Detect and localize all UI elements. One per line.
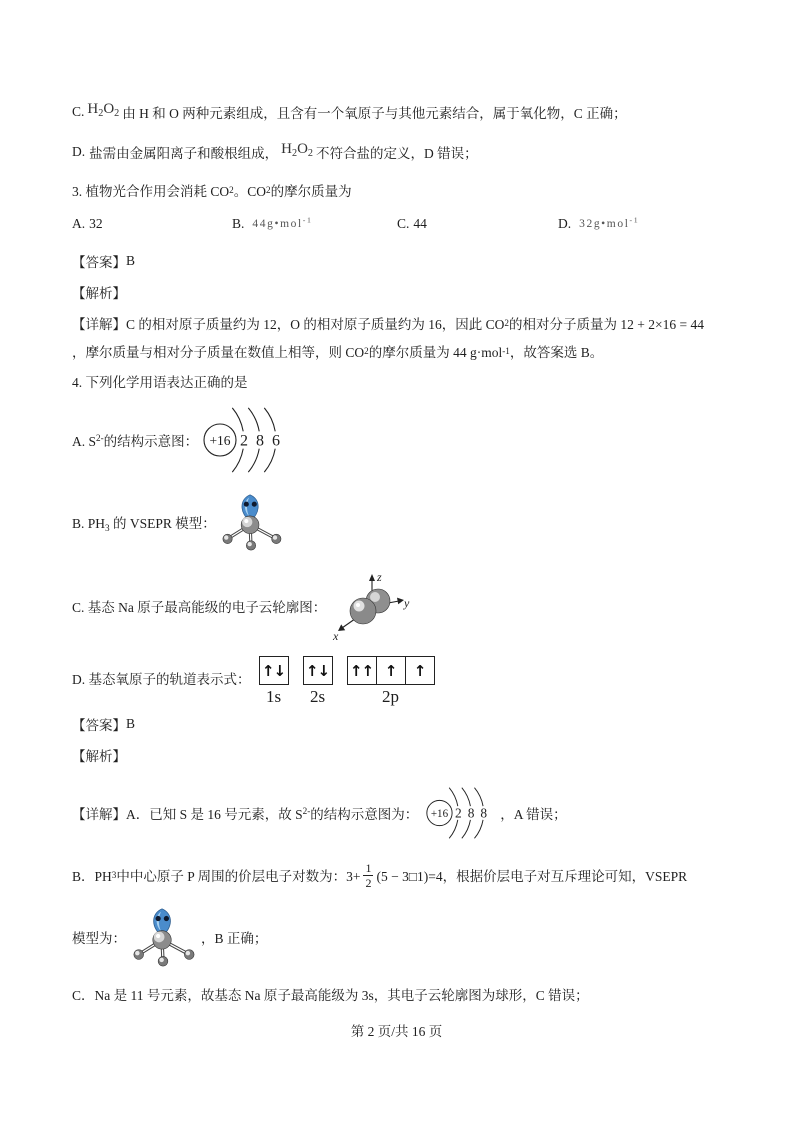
q2-option-c-line (72, 102, 627, 122)
shell-arc (248, 449, 259, 472)
q3-option-a (72, 214, 103, 234)
text-run: 3. 植物光合作用会消耗 CO (72, 184, 230, 199)
detail-text (72, 803, 418, 823)
option-text: 由 H 和 O 两种元素组成，且含有一个氧原子与其他元素结合，属于氧化物，C 正确； (122, 106, 627, 121)
option-value (579, 215, 640, 230)
text-run: 【详解】A．已知 S 是 16 号元素，故 S (72, 807, 303, 822)
q3-detail-line-2: ，摩尔质量与相对分子质量在数值上相等，则 CO 2 的摩尔质量为 44 g·mol -1 ，故答案选 B。 (72, 341, 603, 361)
orbital-lobes (350, 589, 390, 624)
orbital-label: 2p (382, 687, 399, 706)
option-label: A. (72, 216, 86, 231)
option-text (72, 512, 216, 532)
text-run: (5 − 3□1)=4，根据价层电子对互斥理论可知，VSEPR (376, 869, 688, 884)
detail-text: C．Na 是 11 号元素，故基态 Na 原子最高能级为 3s，其电子云轮廓图为球形，C 错误； (72, 988, 589, 1003)
shell-electron-count: 8 (256, 432, 265, 450)
shell-electron-count: 8 (480, 805, 488, 821)
shell-arc (248, 408, 259, 431)
text-run: 32g•mol (579, 218, 630, 230)
q4-detail-b-line-1: B．PH 3 中中心原子 P 周围的价层电子对数为：3+ $\frac{1}{2}$ (5 − 3□1)=4，根据价层电子对互斥理论可知，VSEPR (72, 860, 688, 890)
option-text: 盐需由金属阳离子和酸根组成， (89, 146, 279, 161)
q4-option-b (72, 490, 284, 554)
superscript: -1 (629, 215, 640, 225)
lone-pair-electron (252, 502, 257, 507)
option-text (72, 596, 326, 616)
text-run: ，摩尔质量与相对分子质量在数值上相等，则 CO (72, 345, 365, 360)
shell-electron-count: 8 (467, 805, 475, 821)
option-text: 不符合盐的定义，D 错误； (316, 146, 478, 161)
formula-h2o2 (281, 141, 313, 158)
atom-structure-diagram (200, 402, 292, 478)
formula-h2o2 (87, 101, 119, 118)
text-run: H (87, 100, 99, 117)
lone-pair-electron (156, 916, 161, 921)
text-run: 中中心原子 P 周围的价层电子对数为：3+ (116, 869, 361, 884)
text-run: B. PH (72, 516, 106, 531)
orbital-diagram (259, 656, 435, 706)
orbital-boxes (259, 656, 289, 685)
orbital-box: ↑↓ (259, 656, 289, 685)
fraction-numerator: 1 (365, 860, 372, 875)
orbital-box: ↑↑ (347, 656, 377, 685)
page-footer (0, 1020, 793, 1040)
shell-arc (462, 820, 471, 838)
q3-stem: 3. 植物光合作用会消耗 CO 2 。CO 2 的摩尔质量为 (72, 180, 352, 200)
orbital-2p (347, 656, 435, 706)
lone-pair-electron (164, 916, 169, 921)
electron-shell-arcs (232, 408, 275, 472)
q3-option-b (232, 214, 312, 234)
x-axis-label: x (333, 629, 339, 641)
orbital-boxes (347, 656, 435, 685)
detail-text: ，A 错误； (500, 807, 567, 822)
option-label: C. (397, 216, 410, 231)
p-orbital-image (328, 571, 412, 641)
shell-arc (264, 449, 275, 472)
atom-highlight (224, 535, 228, 539)
option-label: D. (558, 216, 572, 231)
y-axis-label: y (404, 596, 410, 610)
text-run: 32 (89, 216, 103, 231)
central-atom (241, 516, 259, 534)
orbital-box: ↑ (377, 656, 406, 685)
shell-arc (449, 788, 458, 806)
lone-pair-electron (244, 502, 249, 507)
subscript: 2 (98, 107, 104, 119)
atom-shine (156, 934, 160, 938)
text-run: A. S (72, 434, 97, 449)
shell-electron-count: 2 (240, 432, 249, 450)
orbital-1s (259, 656, 289, 706)
shell-arc (264, 408, 275, 431)
q3-option-c (397, 214, 427, 234)
option-label: C. (72, 104, 85, 119)
option-text (72, 430, 198, 450)
answer-value: B (126, 253, 136, 268)
subscript: 2 (291, 147, 298, 159)
detail-text: ，B 正确； (201, 931, 268, 946)
q4-detail-b-line-2 (72, 904, 267, 970)
q3-option-d (558, 214, 639, 234)
lobe-highlight (370, 592, 380, 602)
x-axis-arrow (338, 624, 345, 631)
z-axis-arrow (369, 574, 375, 581)
central-atom (153, 931, 171, 949)
shell-electron-count: 6 (272, 432, 281, 450)
shell-arc (232, 449, 243, 472)
orbital-label: 1s (265, 687, 282, 706)
nucleus-charge: +16 (431, 807, 449, 820)
atom-structure-diagram (420, 783, 500, 843)
atom-highlight (135, 951, 139, 955)
text-run: 的摩尔质量为 44 g·mol (368, 345, 503, 360)
option-label: B. (232, 216, 245, 231)
text-run: D. 基态氧原子的轨道表示式： (72, 672, 251, 687)
lobe-shine (356, 603, 360, 607)
vsepr-model-image (218, 492, 284, 552)
text-run: B．PH (72, 869, 112, 884)
q2-option-d-line (72, 142, 478, 162)
q3-detail-line-1: 【详解】C 的相对原子质量约为 12，O 的相对原子质量约为 16，因此 CO 2 的相对分子质量为 12 + 2×16 = 44 (72, 313, 704, 333)
y-axis-arrow (397, 598, 404, 605)
option-value (252, 215, 313, 230)
subscript: 2 (114, 107, 120, 119)
text-run: O (297, 140, 308, 157)
answer-label: 【答案】 (72, 255, 126, 270)
q4-option-c (72, 571, 412, 641)
text-run: 。CO (233, 184, 266, 199)
q4-detail-c (72, 984, 589, 1004)
orbital-2s (303, 656, 333, 706)
text-run: C. 基态 Na 原子最高能级的电子云轮廓图： (72, 600, 327, 615)
nucleus-charge: +16 (209, 433, 231, 448)
shell-arc (232, 408, 243, 431)
text-run: ，故答案选 B。 (509, 345, 604, 360)
text-run: H (281, 140, 292, 157)
q4-analysis-label (72, 745, 126, 765)
subscript: 2 (307, 147, 313, 159)
answer-value: B (126, 716, 136, 731)
fraction (363, 861, 373, 890)
superscript: 2- (96, 432, 104, 443)
orbital-label: 2s (309, 687, 326, 706)
electron-shell-arcs (449, 788, 483, 839)
superscript: -1 (302, 215, 313, 225)
q4-answer (72, 714, 135, 734)
text-run: O (103, 100, 115, 117)
shell-arc (475, 788, 484, 806)
page-number: 第 2 页/共 16 页 (350, 1024, 443, 1039)
z-axis-label: z (377, 571, 382, 584)
text-run: 的结构示意图： (103, 434, 199, 449)
orbital-box: ↑↓ (303, 656, 333, 685)
analysis-label: 【解析】 (72, 286, 126, 301)
fraction-denominator: 2 (365, 875, 372, 890)
subscript: 3 (105, 522, 110, 533)
option-text (72, 668, 251, 688)
analysis-label: 【解析】 (72, 749, 126, 764)
text-run: 的结构示意图为： (310, 807, 419, 822)
shell-arc (449, 820, 458, 838)
q3-answer (72, 251, 135, 271)
text-run: 44 (413, 216, 427, 231)
option-label: D. (72, 144, 86, 159)
text-run: 【详解】C 的相对原子质量约为 12，O 的相对原子质量约为 16，因此 CO (72, 317, 505, 332)
vsepr-model-image (129, 905, 197, 969)
text-run: 的摩尔质量为 (270, 184, 352, 199)
orbital-boxes (303, 656, 333, 685)
text-run: 的相对分子质量为 12 + 2×16 = 44 (508, 317, 704, 332)
option-value (413, 216, 427, 232)
q4-detail-a (72, 783, 567, 843)
detail-text: 模型为： (72, 931, 126, 946)
atom-highlight (186, 951, 190, 955)
option-value (89, 216, 103, 232)
atom-shine (244, 519, 248, 523)
q4-stem (72, 371, 248, 391)
question-stem: 4. 下列化学用语表达正确的是 (72, 375, 248, 390)
shell-arc (475, 820, 484, 838)
shell-electron-count: 2 (455, 805, 463, 821)
q3-analysis-label (72, 282, 126, 302)
q4-option-d (72, 654, 435, 708)
q4-option-a (72, 402, 292, 478)
superscript: 2- (302, 805, 311, 816)
shell-arc (462, 788, 471, 806)
text-run: 44g•mol (252, 218, 303, 230)
answer-label: 【答案】 (72, 718, 126, 733)
text-run: 的 VSEPR 模型： (109, 516, 216, 531)
atom-highlight (159, 958, 163, 962)
atom-highlight (247, 542, 251, 546)
orbital-box: ↑ (406, 656, 435, 685)
atom-highlight (273, 535, 277, 539)
front-lobe (350, 598, 376, 624)
